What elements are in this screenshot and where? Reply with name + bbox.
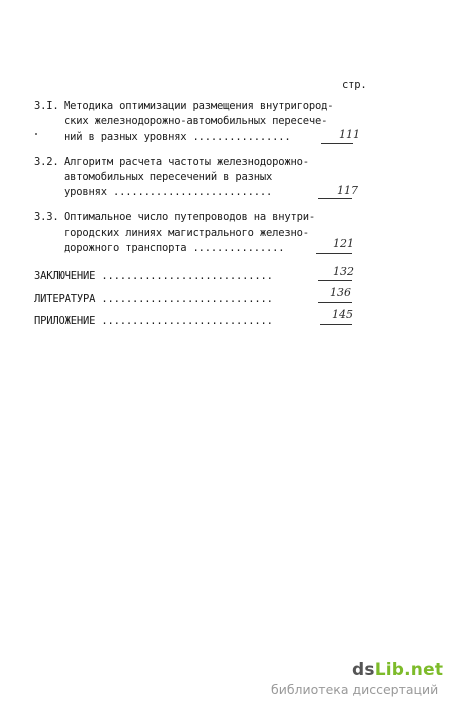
entry-page-number: 117 bbox=[337, 184, 358, 197]
watermark-brand-prefix: ds bbox=[352, 660, 375, 680]
section-page-number: 136 bbox=[330, 286, 351, 299]
page-underline bbox=[318, 280, 352, 281]
watermark-logo bbox=[352, 660, 443, 680]
entry-number: 3.3. bbox=[34, 211, 59, 223]
margin-mark bbox=[35, 133, 37, 135]
entry-number: 3.2. bbox=[34, 156, 59, 168]
page-underline bbox=[316, 253, 352, 254]
entry-line: Методика оптимизации размещения внутригород- bbox=[64, 100, 334, 112]
entry-line: городских линиях магистрального железно- bbox=[64, 227, 309, 239]
page-underline bbox=[318, 198, 352, 199]
section-page-number: 145 bbox=[332, 308, 353, 321]
entry-line: Алгоритм расчета частоты железнодорожно- bbox=[64, 156, 309, 168]
entry-line: уровнях .......................... bbox=[64, 186, 273, 198]
entry-line: ний в разных уровнях ................ bbox=[64, 131, 291, 143]
page-underline bbox=[318, 302, 352, 303]
entry-number: 3.I. bbox=[34, 100, 59, 112]
entry-page-number: 121 bbox=[333, 237, 354, 250]
entry-line: ских железнодорожно-автомобильных пересече- bbox=[64, 115, 328, 127]
entry-page-number: 111 bbox=[339, 128, 360, 141]
section-label: ПРИЛОЖЕНИЕ ............................ bbox=[34, 315, 273, 327]
entry-line: дорожного транспорта ............... bbox=[64, 242, 285, 254]
watermark-brand-suffix: Lib.net bbox=[374, 660, 444, 680]
page-underline bbox=[320, 324, 352, 325]
section-page-number: 132 bbox=[333, 265, 354, 278]
section-label: ЗАКЛЮЧЕНИЕ ............................ bbox=[34, 270, 273, 282]
page-underline bbox=[321, 143, 353, 144]
watermark-subtitle: библиотека диссертаций bbox=[271, 682, 439, 697]
entry-line: Оптимальное число путепроводов на внутри- bbox=[64, 211, 315, 223]
page-column-label: стр. bbox=[342, 79, 367, 91]
section-label: ЛИТЕРАТУРА ............................ bbox=[34, 293, 273, 305]
entry-line: автомобильных пересечений в разных bbox=[64, 171, 273, 183]
